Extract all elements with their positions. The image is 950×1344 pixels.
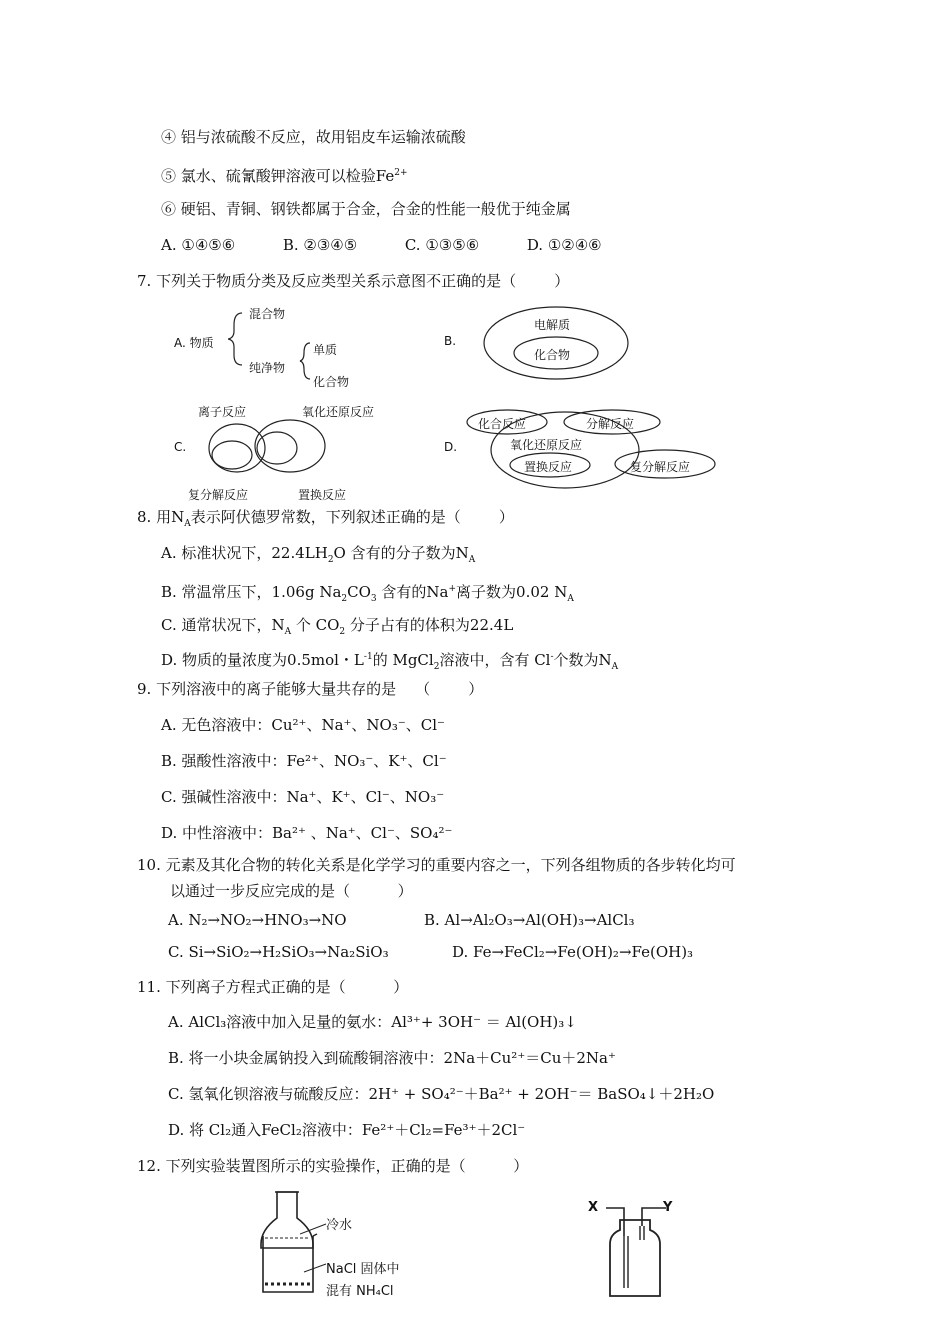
question-7: 7. 下列关于物质分类及反应类型关系示意图不正确的是（ ）	[137, 272, 570, 290]
q8d-t3: 溶液中，含有 Cl	[439, 651, 551, 669]
diagram-a-compound: 化合物	[313, 375, 350, 389]
diagram-a-mixture: 混合物	[249, 307, 286, 321]
label-x: X	[588, 1200, 599, 1215]
option-6-statement: ⑥ 硬铝、青铜、钢铁都属于合金，合金的性能一般优于纯金属	[161, 200, 571, 218]
q8b-s2: 3	[370, 594, 377, 604]
q8c-s1: A	[284, 627, 292, 637]
q11-option-d: D. 将 Cl₂通入FeCl₂溶液中：Fe²⁺＋Cl₂=Fe³⁺＋2Cl⁻	[168, 1121, 526, 1139]
q8a-t1: A. 标准状况下，22.4LH	[161, 544, 328, 562]
diagram-c-ionic: 离子反应	[198, 405, 247, 419]
q8b-s4: A	[567, 594, 574, 604]
q8b-t2: CO	[347, 583, 371, 601]
diagram-c-double: 复分解反应	[188, 488, 249, 502]
label-y: Y	[663, 1200, 673, 1215]
q8d-s2: 2	[433, 662, 440, 672]
q8d-s1: -1	[363, 652, 373, 662]
q9-option-d: D. 中性溶液中：Ba²⁺ 、Na⁺、Cl⁻、SO₄²⁻	[161, 824, 453, 842]
label-solid-2: 混有 NH₄Cl	[326, 1284, 394, 1299]
diagram-c-substitution: 置换反应	[298, 488, 347, 502]
diagram-d-combination: 化合反应	[478, 417, 527, 431]
q8d-t1: D. 物质的量浓度为0.5mol・L	[161, 651, 364, 669]
q11-option-a: A. AlCl₃溶液中加入足量的氨水：Al³⁺+ 3OH⁻ ＝ Al(OH)₃↓	[168, 1013, 577, 1031]
option-5-statement	[161, 163, 408, 186]
q10-option-a: A. N₂→NO₂→HNO₃→NO	[168, 911, 347, 929]
diagram-d-substitution: 置换反应	[524, 460, 573, 474]
q6-choices: A. ①④⑤⑥ B. ②③④⑤ C. ①③⑤⑥ D. ①②④⑥	[161, 236, 602, 254]
q8-option-c	[161, 615, 513, 642]
q8-option-a	[161, 543, 475, 570]
q9-option-c: C. 强碱性溶液中：Na⁺、K⁺、Cl⁻、NO₃⁻	[161, 788, 445, 806]
q8b-t3: 含有的Na	[376, 583, 449, 601]
question-10-line1: 10. 元素及其化合物的转化关系是化学学习的重要内容之一，下列各组物质的各步转化均可	[137, 856, 736, 874]
q8a-t2: O 含有的分子数为N	[333, 544, 469, 562]
label-solid-1: NaCl 固体中	[326, 1262, 400, 1277]
q8-option-b	[161, 579, 574, 609]
q11-option-b: B. 将一小块金属钠投入到硫酸铜溶液中：2Na＋Cu²⁺＝Cu＋2Na⁺	[168, 1049, 616, 1067]
question-12: 12. 下列实验装置图所示的实验操作，正确的是（ ）	[137, 1157, 529, 1175]
option-5-sup: 2+	[394, 168, 408, 178]
diagram-d-decomposition: 分解反应	[586, 417, 635, 431]
q11-option-c: C. 氢氧化钡溶液与硫酸反应：2H⁺ + SO₄²⁻＋Ba²⁺ + 2OH⁻＝ BaSO₄↓＋2H₂O	[168, 1085, 715, 1103]
q8b-s1: 2	[341, 594, 348, 604]
diagram-c-redox: 氧化还原反应	[302, 405, 375, 419]
q8b-t4: 离子数为0.02 N	[456, 583, 568, 601]
q8a-s2: A	[468, 555, 476, 565]
diagram-b-ellipses	[480, 303, 632, 383]
apparatus-gas-bottle	[596, 1200, 676, 1300]
q10-option-c: C. Si→SiO₂→H₂SiO₃→Na₂SiO₃	[168, 943, 389, 961]
diagram-a-braces	[228, 303, 318, 393]
q8d-t4: 个数为N	[553, 651, 612, 669]
q10-option-d: D. Fe→FeCl₂→Fe(OH)₂→Fe(OH)₃	[452, 943, 694, 961]
q8b-s3: +	[448, 584, 457, 594]
q8-sub: A	[184, 519, 191, 529]
q10-option-b: B. Al→Al₂O₃→Al(OH)₃→AlCl₃	[424, 911, 635, 929]
q8d-s4: A	[611, 662, 619, 672]
option-4-statement: ④ 铝与浓硫酸不反应，故用铝皮车运输浓硫酸	[161, 128, 466, 146]
q8b-t1: B. 常温常压下，1.06g Na	[161, 583, 342, 601]
diagram-c-label: C.	[174, 440, 187, 454]
q8c-t1: C. 通常状况下，N	[161, 616, 285, 634]
diagram-d-label: D.	[444, 440, 458, 454]
diagram-c-circles	[195, 418, 340, 490]
q8c-t3: 分子占有的体积为22.4L	[345, 616, 514, 634]
q9-option-b: B. 强酸性溶液中：Fe²⁺、NO₃⁻、K⁺、Cl⁻	[161, 752, 447, 770]
q8-option-d	[161, 647, 618, 677]
q8-part2: 表示阿伏德罗常数，下列叙述正确的是（ ）	[190, 508, 514, 526]
q8c-s2: 2	[339, 627, 346, 637]
q9-option-a: A. 无色溶液中：Cu²⁺、Na⁺、NO₃⁻、Cl⁻	[161, 716, 445, 734]
label-cold-water: 冷水	[326, 1218, 353, 1233]
option-5-text: ⑤ 氯水、硫氰酸钾溶液可以检验Fe	[161, 167, 395, 185]
question-11: 11. 下列离子方程式正确的是（ ）	[137, 978, 409, 996]
q8d-s3: -	[550, 652, 554, 662]
apparatus-leader-lines	[300, 1218, 330, 1278]
diagram-b-label: B.	[444, 334, 457, 348]
q8c-t2: 个 CO	[291, 616, 340, 634]
question-8	[137, 507, 514, 534]
q8a-s1: 2	[327, 555, 334, 565]
diagram-a-label: A. 物质	[174, 336, 214, 350]
diagram-a-pure: 纯净物	[249, 361, 286, 375]
question-9: 9. 下列溶液中的离子能够大量共存的是 （ ）	[137, 680, 484, 698]
q8-part1: 8. 用N	[137, 508, 185, 526]
diagram-d-redox: 氧化还原反应	[510, 438, 583, 452]
q8d-t2: 的 MgCl	[372, 651, 434, 669]
diagram-b-compound: 化合物	[534, 348, 571, 362]
diagram-a-element: 单质	[313, 343, 338, 357]
question-10-line2: 以通过一步反应完成的是（ ）	[170, 882, 413, 900]
diagram-d-double: 复分解反应	[630, 460, 691, 474]
diagram-b-electrolyte: 电解质	[534, 318, 571, 332]
